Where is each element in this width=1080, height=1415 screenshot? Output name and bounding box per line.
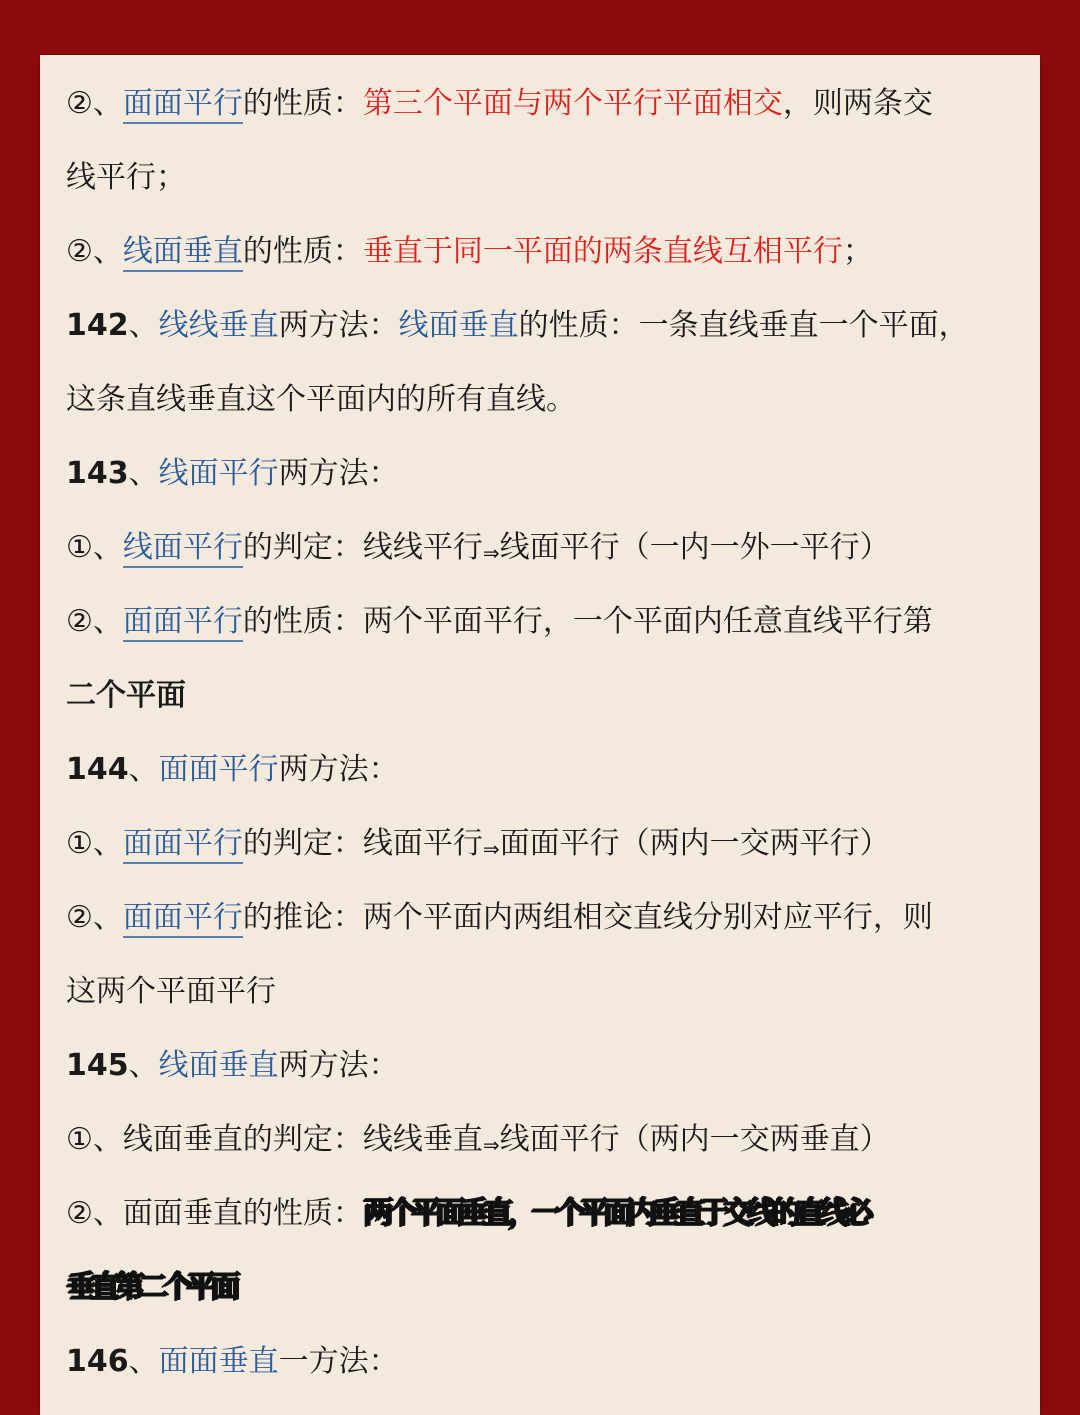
text: 二个平面 — [66, 678, 186, 713]
text-line — [66, 289, 1030, 363]
text: 的判定：线面平行 — [242, 826, 483, 861]
item-marker: ②、 — [66, 234, 123, 269]
text: ①、线面垂直的判定：线线垂直 — [66, 1122, 483, 1157]
implies-arrow: ⇒ — [482, 1133, 500, 1157]
text: 的性质： — [242, 86, 363, 121]
keyword: 面面平行 — [123, 86, 243, 124]
text: 这条直线垂直这个平面内的所有直线。 — [66, 382, 576, 417]
keyword: 面面平行 — [158, 752, 279, 787]
note-paper — [40, 55, 1040, 1415]
item-marker: ①、 — [66, 826, 123, 861]
text: ，则两条交 — [782, 86, 933, 121]
text-line — [66, 659, 1030, 733]
text-line — [66, 511, 1030, 585]
implies-arrow: ⇒ — [482, 541, 500, 565]
item-marker: ②、 — [66, 86, 123, 121]
text: 的性质：两个平面平行，一个平面内任意直线平行第 — [242, 604, 933, 639]
text: 、 — [128, 1048, 159, 1083]
text-line — [66, 955, 1030, 1029]
highlight-text: 第三个平面与两个平行平面相交 — [362, 86, 783, 121]
item-marker: ①、 — [66, 530, 123, 565]
text-line — [66, 585, 1030, 659]
item-marker: ②、 — [66, 604, 123, 639]
item-number: 143 — [66, 456, 129, 491]
text: 两方法： — [278, 1048, 399, 1083]
text: 的推论：两个平面内两组相交直线分别对应平行，则 — [242, 900, 933, 935]
text-line — [66, 67, 1030, 141]
keyword: 线面平行 — [158, 456, 279, 491]
text: 线面平行（一内一外一平行） — [499, 530, 890, 565]
text: 面面平行（两内一交两平行） — [499, 826, 890, 861]
keyword: 面面平行 — [123, 604, 243, 642]
text-line — [66, 215, 1030, 289]
text-line — [66, 1103, 1030, 1177]
text: 线面平行（两内一交两垂直） — [499, 1122, 890, 1157]
text: ②、面面垂直的性质： — [66, 1196, 363, 1231]
text-line — [66, 437, 1030, 511]
text: ； — [842, 234, 873, 269]
smeared-text: 两个平面垂直，一个平面内垂直于交线的直线必 — [362, 1196, 867, 1231]
item-marker: ②、 — [66, 900, 123, 935]
text: 两方法： — [278, 752, 399, 787]
item-number: 142 — [66, 308, 129, 343]
keyword: 线面垂直 — [158, 1048, 279, 1083]
text: 两方法： — [278, 308, 399, 343]
keyword: 面面平行 — [123, 826, 243, 864]
item-number: 146 — [66, 1344, 129, 1379]
text: 一方法： — [278, 1344, 399, 1379]
text-line — [66, 807, 1030, 881]
implies-arrow: ⇒ — [482, 837, 500, 861]
keyword: 线线垂直 — [158, 308, 279, 343]
text-line — [66, 363, 1030, 437]
text: 的判定：线线平行 — [242, 530, 483, 565]
keyword: 线面平行 — [123, 530, 243, 568]
text-line — [66, 1325, 1030, 1399]
text: 、 — [128, 308, 159, 343]
text-line — [66, 141, 1030, 215]
keyword: 面面平行 — [123, 900, 243, 938]
item-number: 144 — [66, 752, 129, 787]
keyword: 面面垂直 — [158, 1344, 279, 1379]
item-number: 145 — [66, 1048, 129, 1083]
highlight-text: 垂直于同一平面的两条直线互相平行 — [362, 234, 843, 269]
keyword: 线面垂直 — [123, 234, 243, 272]
text: 这两个平面平行 — [66, 974, 276, 1009]
text-line — [66, 733, 1030, 807]
text: 、 — [128, 752, 159, 787]
text: 的性质： — [242, 234, 363, 269]
smeared-text: 垂直第二个平面 — [66, 1270, 234, 1305]
text-line — [66, 881, 1030, 955]
keyword: 线面垂直 — [398, 308, 519, 343]
text-line — [66, 1029, 1030, 1103]
text-line — [66, 1177, 1030, 1251]
text: 的性质：一条直线垂直一个平面， — [518, 308, 969, 343]
text: 、 — [128, 1344, 159, 1379]
text: 、 — [128, 456, 159, 491]
text: 线平行； — [66, 160, 186, 195]
text: 两方法： — [278, 456, 399, 491]
text-line — [66, 1251, 1030, 1325]
